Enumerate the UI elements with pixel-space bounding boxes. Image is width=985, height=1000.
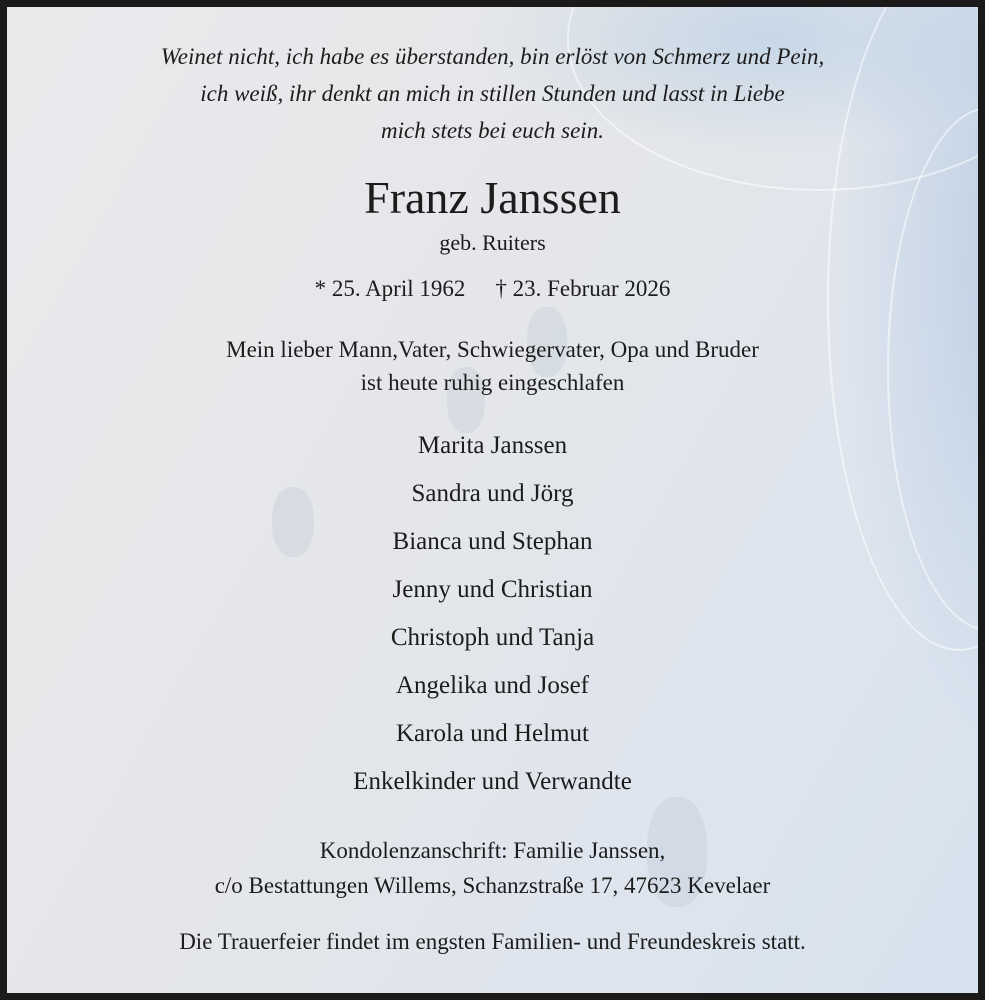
mourner: Angelika und Josef — [395, 672, 590, 699]
obituary-notice — [7, 7, 978, 993]
poem-line: Weinet nicht, ich habe es überstanden, bin erlöst von Schmerz und Pein, — [160, 44, 825, 69]
mourner: Christoph und Tanja — [390, 624, 595, 651]
mourner: Jenny und Christian — [392, 576, 593, 603]
death-date: † 23. Februar 2026 — [495, 276, 671, 301]
message-line: Mein lieber Mann,Vater, Schwiegervater, Opa und Bruder — [226, 337, 759, 362]
condolence-line: Kondolenzanschrift: Familie Janssen, — [319, 838, 666, 863]
funeral-note: Die Trauerfeier findet im engsten Familien- und Freundeskreis statt. — [179, 929, 806, 954]
condolence-line: c/o Bestattungen Willems, Schanzstraße 17, 47623 Kevelaer — [214, 873, 771, 898]
mourner: Marita Janssen — [417, 432, 568, 459]
mourner: Karola und Helmut — [395, 720, 589, 747]
message-line: ist heute ruhig eingeschlafen — [360, 370, 625, 395]
life-dates — [7, 277, 978, 300]
poem-line: mich stets bei euch sein. — [381, 118, 604, 143]
mourner: Enkelkinder und Verwandte — [353, 768, 632, 795]
birth-date: * 25. April 1962 — [314, 276, 466, 301]
mourner: Bianca und Stephan — [392, 528, 593, 555]
poem-line: ich weiß, ihr denkt an mich in stillen Stunden und lasst in Liebe — [200, 81, 785, 106]
birth-name: geb. Ruiters — [439, 230, 546, 255]
deceased-name: Franz Janssen — [364, 172, 621, 223]
mourner: Sandra und Jörg — [411, 480, 574, 507]
